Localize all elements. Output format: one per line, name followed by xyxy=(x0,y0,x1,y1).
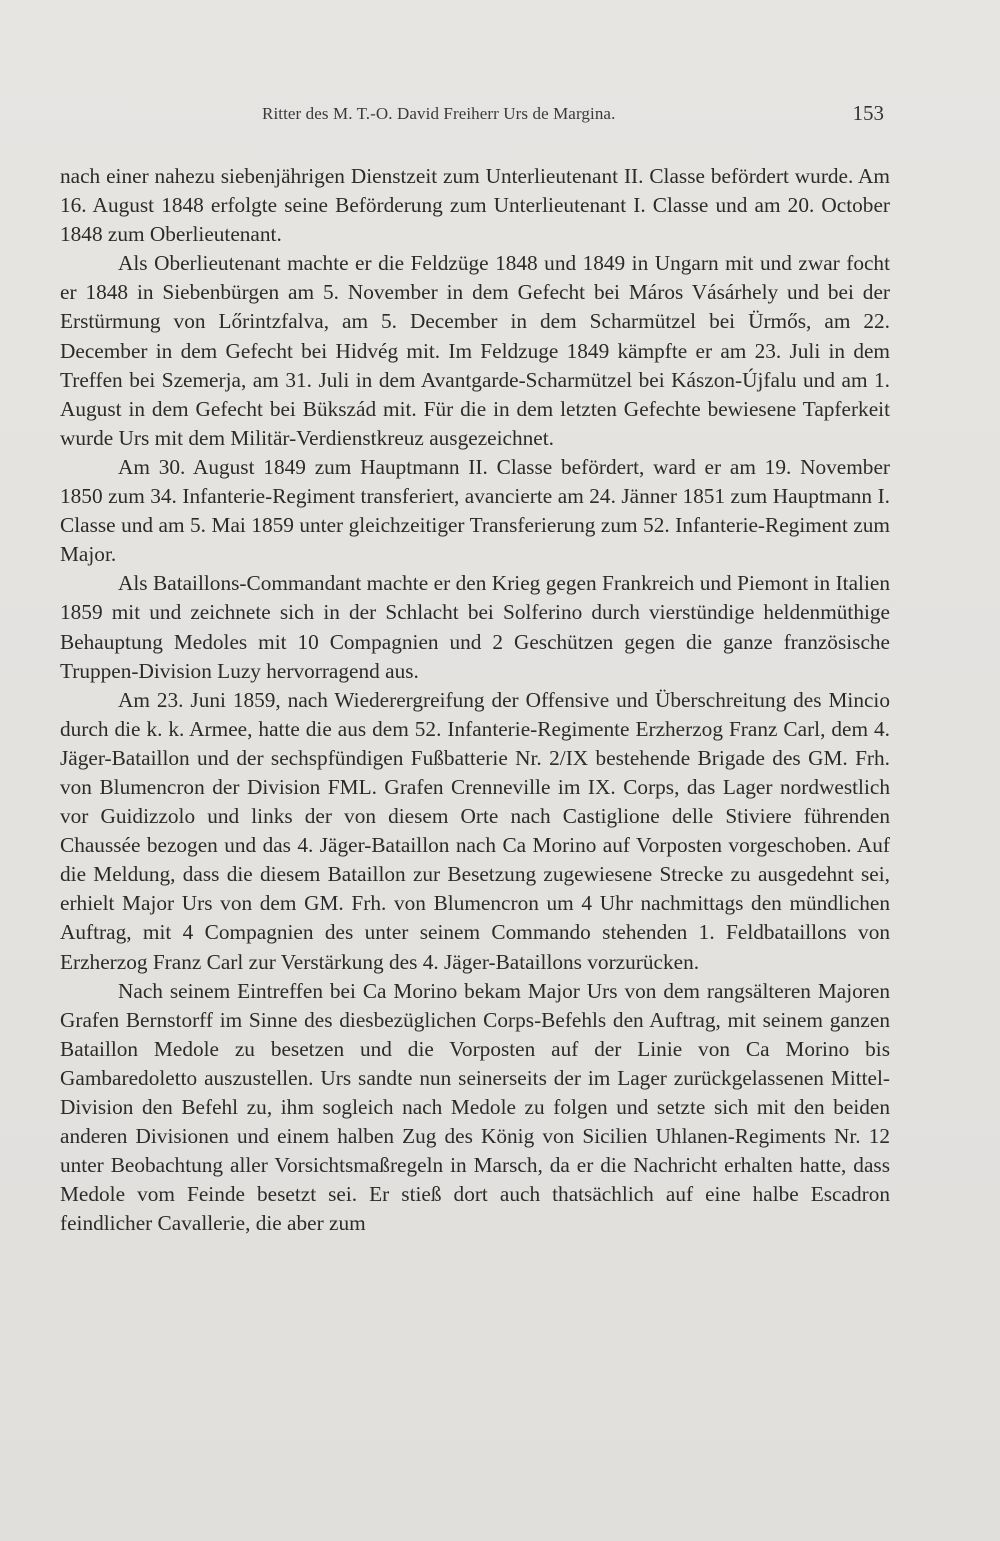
paragraph-ca-morino: Nach seinem Eintreffen bei Ca Morino bekam Major Urs von dem rangsälteren Majoren Grafen Bernstorff im Sinne des diesbezüglichen Corps-Befehls den Auftrag, mit seinem ganzen Bataillon Medole zu besetzen und die Vorposten auf der Linie von Ca Morino bis Gambaredoletto auszustellen. Urs sandte nun seinerseits der im Lager zurückgelassenen Mittel-Division den Befehl zu, ihm sogleich nach Medole zu folgen und setzte sich mit den beiden anderen Divisionen und einem halben Zug des König von Sicilien Uhlanen-Regiments Nr. 12 unter Beobachtung aller Vorsichtsmaßregeln in Marsch, da er die Nachricht erhalten hatte, dass Medole vom Feinde besetzt sei. Er stieß dort auch thatsächlich auf eine halbe Escadron feindlicher Cavallerie, die aber zum xyxy=(60,978,890,1236)
running-header: Ritter des M. T.-O. David Freiherr Urs de Margina. xyxy=(262,104,616,123)
paragraph-solferino: Als Bataillons-Commandant machte er den Krieg gegen Frankreich und Piemont in Italien 1859 mit und zeichnete sich in der Schlacht bei Solferino durch vierstündige heldenmüthige Behauptung Medoles mit 10 Compagnien und 2 Geschützen gegen die ganze französische Truppen-Division Luzy hervorragend aus. xyxy=(60,571,890,683)
paragraph-oberlieutenant: Als Oberlieutenant machte er die Feldzüge 1848 und 1849 in Ungarn mit und zwar focht er 1848 in Siebenbürgen am 5. November in dem Gefecht bei Máros Vásárhely und bei der Erstürmung von Lőrintzfalva, am 5. December in dem Scharmützel bei Ürmős, am 22. December in dem Gefecht bei Hidvég mit. Im Feldzuge 1849 kämpfte er am 23. Juli in dem Treffen bei Szemerja, am 31. Juli in dem Avantgarde-Scharmützel bei Kászon-Újfalu und am 1. August in dem Gefecht bei Bükszád mit. Für die in dem letzten Gefechte bewiesene Tapferkeit wurde Urs mit dem Militär-Verdienstkreuz ausgezeichnet. xyxy=(60,251,890,450)
paragraph-23-juni: Am 23. Juni 1859, nach Wiederergreifung der Offensive und Überschreitung des Mincio durch die k. k. Armee, hatte die aus dem 52. Infanterie-Regimente Erzherzog Franz Carl, dem 4. Jäger-Bataillon und der sechspfündigen Fußbatterie Nr. 2/IX bestehende Brigade des GM. Frh. von Blumencron der Division FML. Grafen Crenneville im IX. Corps, das Lager nordwestlich vor Guidizzolo und links der von diesem Orte nach Castiglione delle Stiviere führenden Chaussée bezogen und das 4. Jäger-Bataillon nach Ca Morino auf Vorposten vorgeschoben. Auf die Meldung, dass die diesem Bataillon zur Besetzung zugewiesene Strecke zu ausgedehnt sei, erhielt Major Urs von dem GM. Frh. von Blumencron um 4 Uhr nachmittags den mündlichen Auftrag, mit 4 Compagnien des unter seinem Commando stehenden 1. Feldbataillons von Erzherzog Franz Carl zur Verstärkung des 4. Jäger-Bataillons vorzurücken. xyxy=(60,687,890,974)
paragraph-hauptmann: Am 30. August 1849 zum Hauptmann II. Classe befördert, ward er am 19. November 1850 zum 34. Infanterie-Regiment transferiert, avancierte am 24. Jänner 1851 zum Hauptmann I. Classe und am 5. Mai 1859 unter gleichzeitiger Transferierung zum 52. Infanterie-Regiment zum Major. xyxy=(60,454,890,567)
page-number: 153 xyxy=(852,101,884,125)
paragraph-continuation: nach einer nahezu siebenjährigen Dienstzeit zum Unterlieutenant II. Classe befördert wurde. Am 16. August 1848 erfolgte seine Beförderung zum Unterlieutenant I. Classe und am 20. October 1848 zum Oberlieutenant. xyxy=(60,164,890,247)
body-text xyxy=(60,162,890,1238)
